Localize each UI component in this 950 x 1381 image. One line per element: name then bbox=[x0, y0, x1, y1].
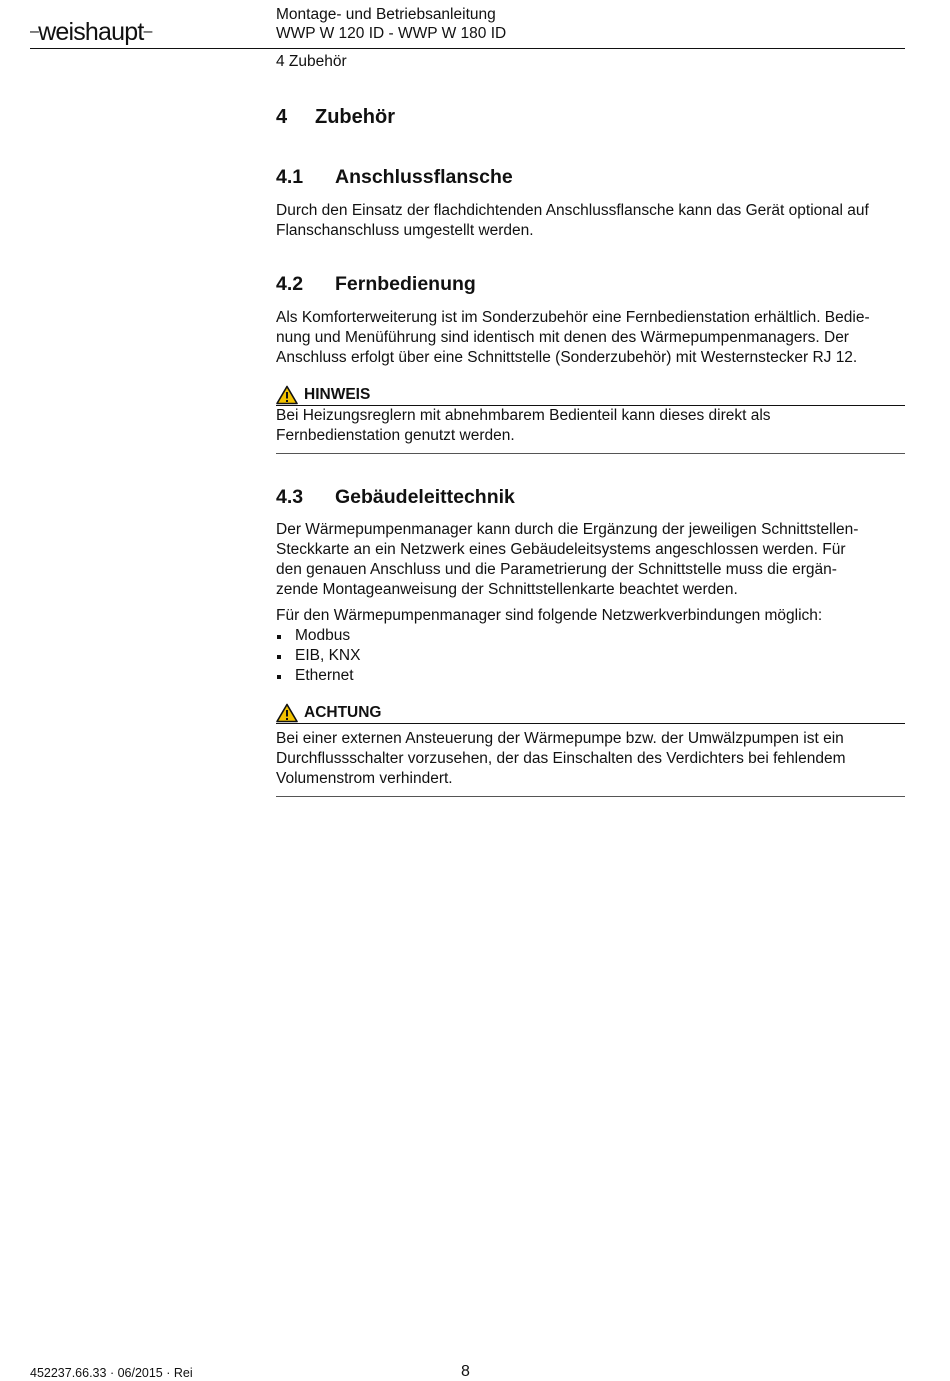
footer-doc-number: 452237.66.33 · 06/2015 · Rei bbox=[30, 1366, 193, 1380]
warning-triangle-icon bbox=[276, 385, 298, 405]
hinweis-notice-text bbox=[276, 406, 908, 446]
achtung-notice-text bbox=[276, 729, 908, 789]
section-heading-4-3 bbox=[276, 486, 515, 509]
notice-end-rule bbox=[276, 796, 905, 797]
text-line: zende Montageanweisung der Schnittstellenkarte beachtet werden. bbox=[276, 581, 738, 598]
brand-logo: –weishaupt– bbox=[30, 18, 152, 46]
notice-end-rule bbox=[276, 453, 905, 454]
section-4-2-text bbox=[276, 308, 908, 368]
list-item bbox=[276, 666, 360, 686]
list-item-label: Ethernet bbox=[295, 667, 354, 684]
list-item bbox=[276, 646, 360, 666]
section-4-1-text bbox=[276, 201, 908, 241]
section-breadcrumb: 4 Zubehör bbox=[276, 53, 347, 70]
text-line: Fernbedienstation genutzt werden. bbox=[276, 427, 515, 444]
text-line: Der Wärmepumpenmanager kann durch die Ergänzung der jeweiligen Schnittstellen- bbox=[276, 521, 859, 538]
text-line: Für den Wärmepumpenmanager sind folgende Netzwerkverbindungen möglich: bbox=[276, 607, 823, 624]
brand-name: weishaupt bbox=[38, 18, 144, 46]
manual-title: Montage- und Betriebsanleitung bbox=[276, 6, 496, 23]
header-rule bbox=[30, 48, 905, 49]
text-line: Bei Heizungsreglern mit abnehmbarem Bedienteil kann dieses direkt als bbox=[276, 407, 771, 424]
text-line: Durchflussschalter vorzusehen, der das Einschalten des Verdichters bei fehlendem bbox=[276, 750, 846, 767]
text-line: Steckkarte an ein Netzwerk eines Gebäudeleitsystems angeschlossen werden. Für bbox=[276, 541, 846, 558]
text-line: nung und Menüführung sind identisch mit denen des Wärmepumpenmanagers. Der bbox=[276, 329, 849, 346]
text-line: Flanschanschluss umgestellt werden. bbox=[276, 222, 534, 239]
bullet bbox=[277, 635, 281, 639]
notice-label: HINWEIS bbox=[304, 386, 371, 403]
section-title: Anschlussflansche bbox=[335, 166, 513, 188]
warning-triangle-icon bbox=[276, 703, 298, 723]
page-number: 8 bbox=[461, 1363, 470, 1380]
model-title: WWP W 120 ID - WWP W 180 ID bbox=[276, 25, 507, 42]
notice-label: ACHTUNG bbox=[304, 704, 382, 721]
section-heading-4-1 bbox=[276, 166, 513, 189]
network-list bbox=[276, 626, 360, 686]
section-title: Fernbedienung bbox=[335, 273, 476, 295]
bullet bbox=[277, 675, 281, 679]
text-line: Volumenstrom verhindert. bbox=[276, 770, 453, 787]
section-heading-4-2 bbox=[276, 273, 476, 296]
section-4-3-text bbox=[276, 520, 908, 600]
text-line: Bei einer externen Ansteuerung der Wärmepumpe bzw. der Umwälzpumpen ist ein bbox=[276, 730, 844, 747]
list-item bbox=[276, 626, 360, 646]
hinweis-notice-header bbox=[276, 385, 905, 406]
list-intro bbox=[276, 606, 908, 626]
section-number: 4.2 bbox=[276, 273, 304, 295]
text-line: Als Komforterweiterung ist im Sonderzubehör eine Fernbedienstation erhältlich. Bedie- bbox=[276, 309, 870, 326]
list-item-label: EIB, KNX bbox=[295, 647, 361, 664]
text-line: Anschluss erfolgt über eine Schnittstelle (Sonderzubehör) mit Westernstecker RJ 12. bbox=[276, 349, 858, 366]
section-title: Gebäudeleittechnik bbox=[335, 486, 515, 508]
section-number: 4.1 bbox=[276, 166, 304, 188]
section-number: 4.3 bbox=[276, 486, 304, 508]
text-line: Durch den Einsatz der flachdichtenden Anschlussflansche kann das Gerät optional auf bbox=[276, 202, 869, 219]
achtung-notice-header bbox=[276, 703, 905, 724]
list-item-label: Modbus bbox=[295, 627, 351, 644]
chapter-title: Zubehör bbox=[315, 106, 395, 128]
chapter-number: 4 bbox=[276, 106, 288, 128]
bullet bbox=[277, 655, 281, 659]
chapter-heading bbox=[276, 106, 395, 129]
text-line: den genauen Anschluss und die Parametrierung der Schnittstelle muss die ergän- bbox=[276, 561, 837, 578]
